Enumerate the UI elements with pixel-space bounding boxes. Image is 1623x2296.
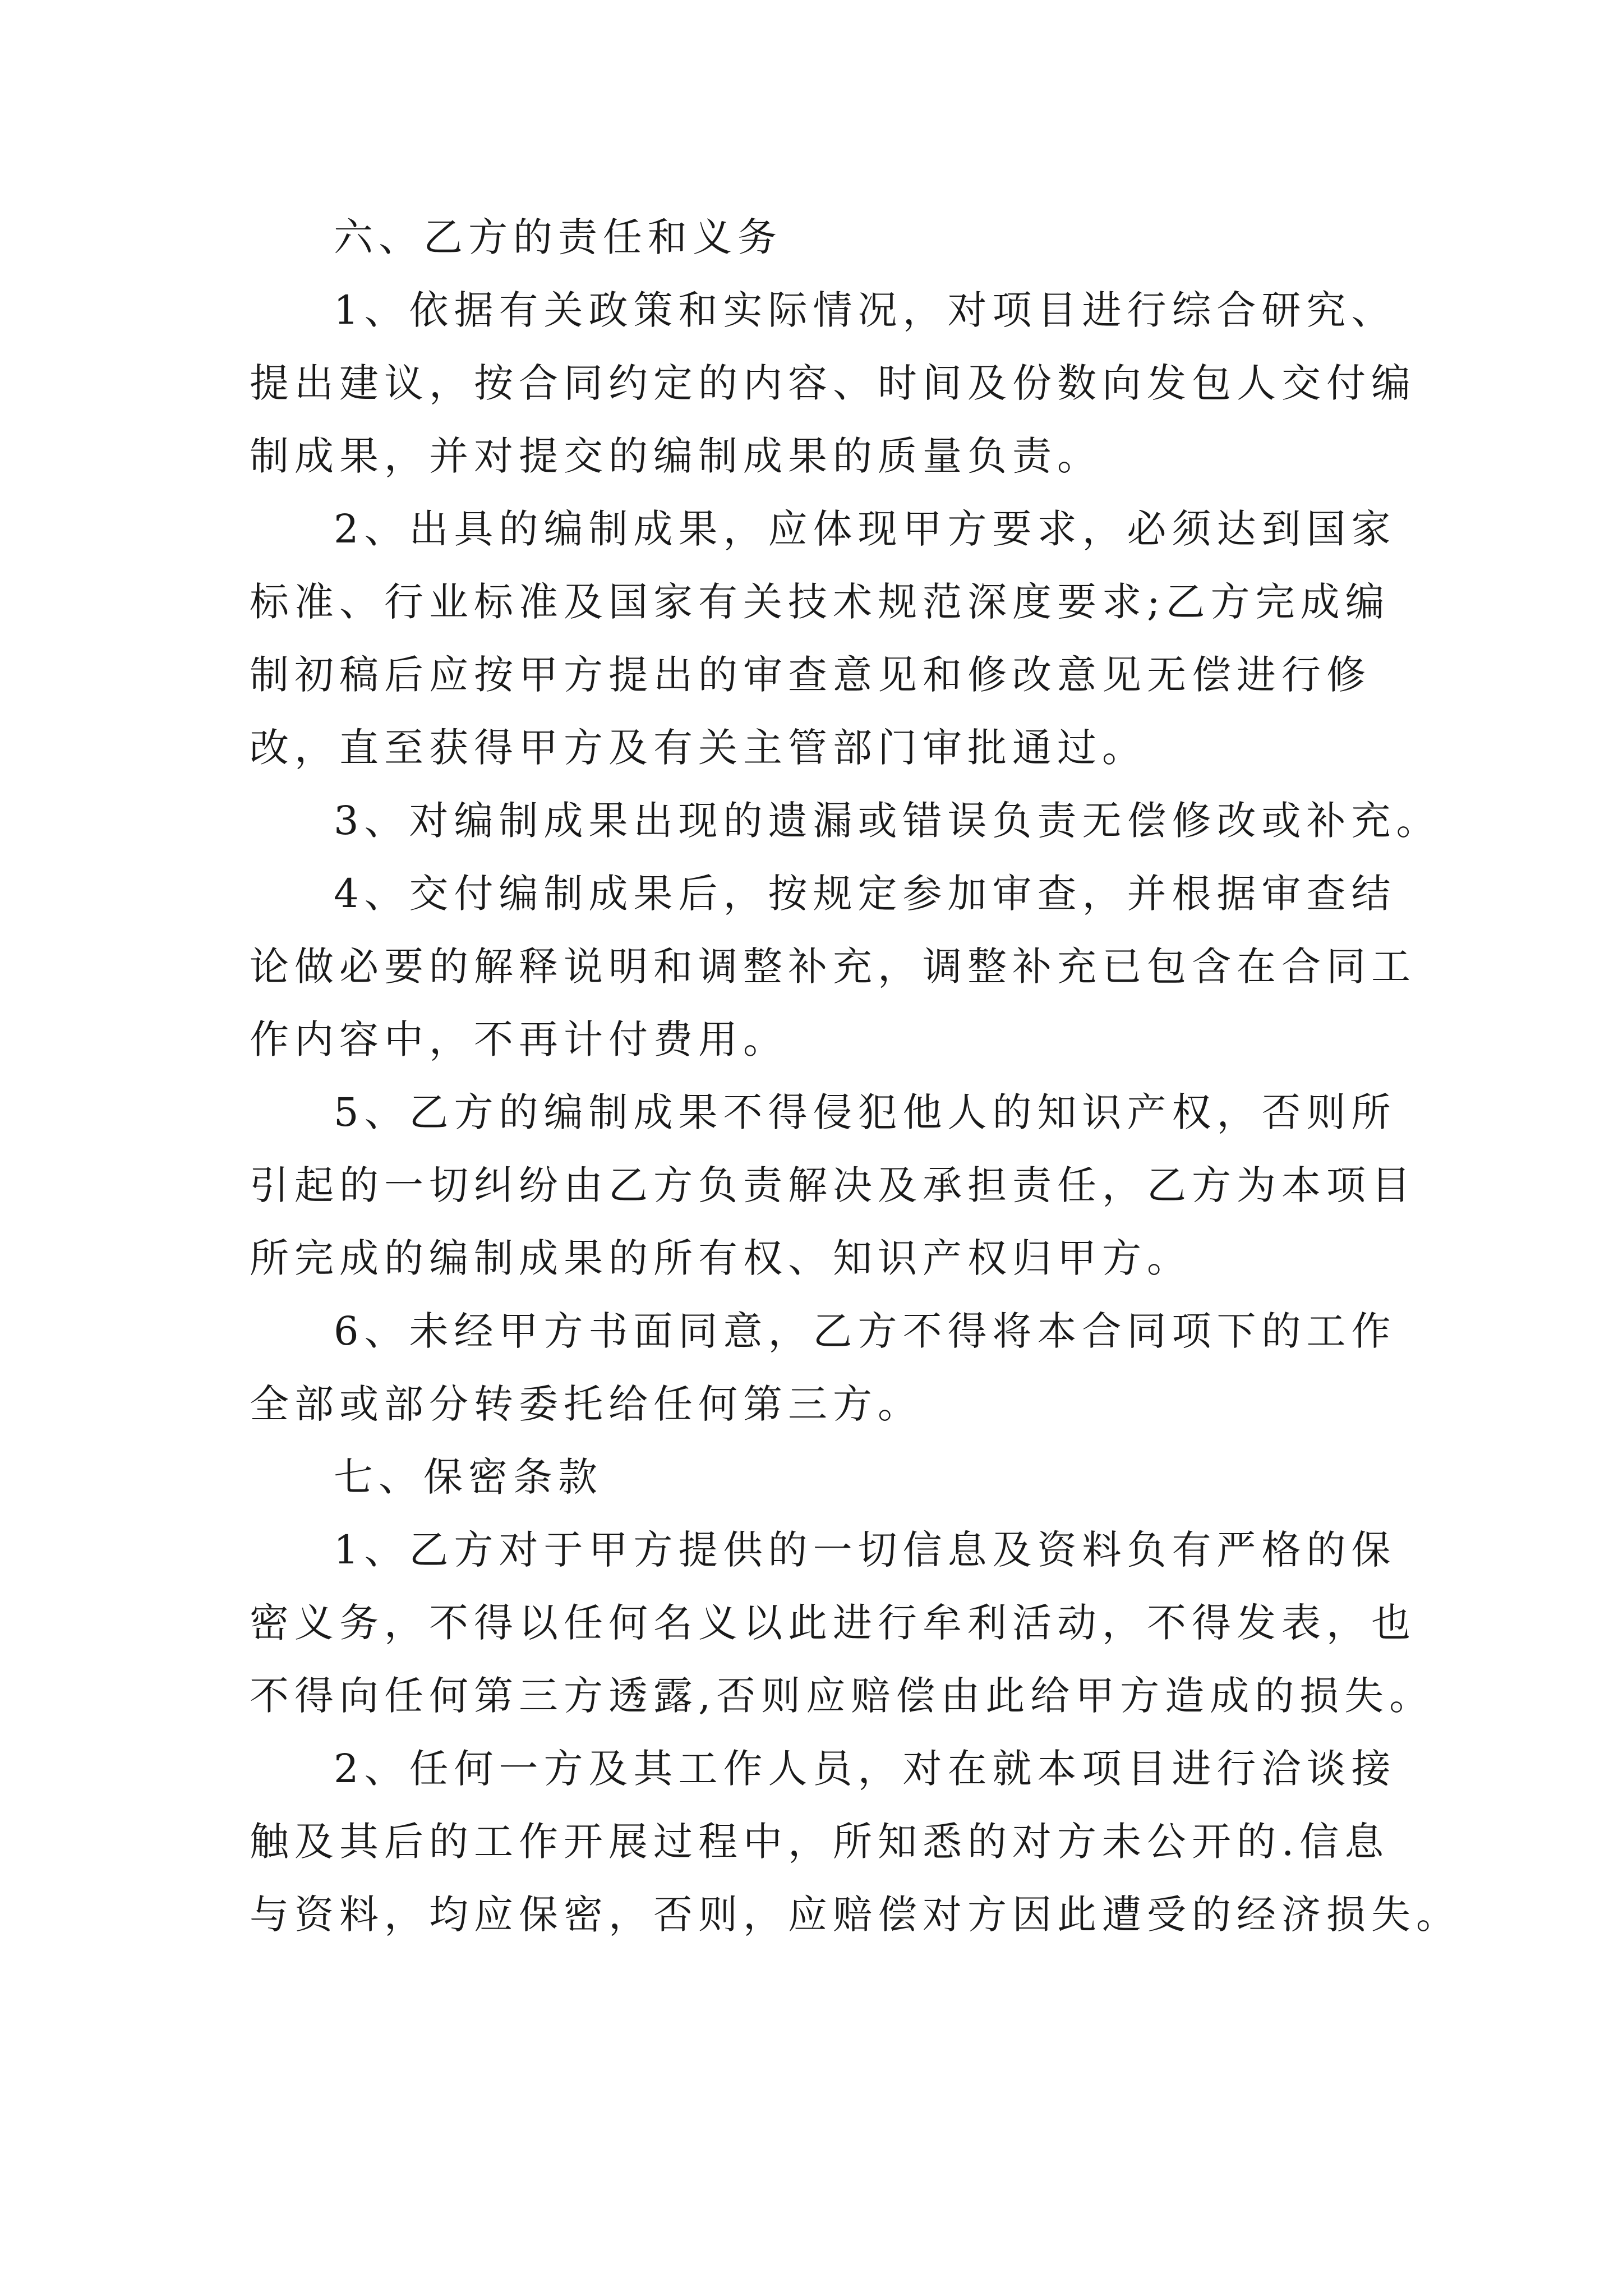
paragraph-line: 提出建议，按合同约定的内容、时间及份数向发包人交付编 xyxy=(250,360,1416,406)
section-heading-6: 六、乙方的责任和义务 xyxy=(334,214,782,260)
paragraph-line: 作内容中，不再计付费用。 xyxy=(250,1016,788,1062)
paragraph-line: 改，直至获得甲方及有关主管部门审批通过。 xyxy=(250,725,1147,771)
paragraph-line: 6、未经甲方书面同意，乙方不得将本合同项下的工作 xyxy=(334,1308,1396,1354)
paragraph-line: 制成果，并对提交的编制成果的质量负责。 xyxy=(250,433,1102,479)
paragraph-line: 1、乙方对于甲方提供的一切信息及资料负有严格的保 xyxy=(334,1527,1396,1573)
section-heading-7: 七、保密条款 xyxy=(334,1454,603,1500)
paragraph-line: 引起的一切纠纷由乙方负责解决及承担责任，乙方为本项目 xyxy=(250,1162,1416,1208)
paragraph-line: 2、任何一方及其工作人员，对在就本项目进行洽谈接 xyxy=(334,1746,1396,1792)
paragraph-line: 制初稿后应按甲方提出的审查意见和修改意见无偿进行修 xyxy=(250,652,1371,698)
paragraph-line: 与资料，均应保密，否则，应赔偿对方因此遭受的经济损失。 xyxy=(250,1892,1461,1938)
paragraph-line: 触及其后的工作开展过程中，所知悉的对方未公开的.信息 xyxy=(250,1819,1390,1865)
paragraph-line: 标准、行业标准及国家有关技术规范深度要求;乙方完成编 xyxy=(250,579,1390,625)
paragraph-line: 2、出具的编制成果，应体现甲方要求，必须达到国家 xyxy=(334,506,1396,552)
paragraph-line: 1、依据有关政策和实际情况，对项目进行综合研究、 xyxy=(334,287,1396,333)
paragraph-line: 4、交付编制成果后，按规定参加审查，并根据审查结 xyxy=(334,871,1396,917)
paragraph-line: 全部或部分转委托给任何第三方。 xyxy=(250,1381,923,1427)
paragraph-line: 不得向任何第三方透露,否则应赔偿由此给甲方造成的损失。 xyxy=(250,1673,1435,1719)
paragraph-line: 5、乙方的编制成果不得侵犯他人的知识产权，否则所 xyxy=(334,1089,1396,1135)
document-body xyxy=(250,213,1461,1963)
paragraph-line: 密义务，不得以任何名义以此进行牟利活动，不得发表，也 xyxy=(250,1600,1416,1646)
paragraph-line: 3、对编制成果出现的遗漏或错误负责无偿修改或补充。 xyxy=(334,798,1441,844)
paragraph-line: 论做必要的解释说明和调整补充，调整补充已包含在合同工 xyxy=(250,944,1416,990)
paragraph-line: 所完成的编制成果的所有权、知识产权归甲方。 xyxy=(250,1235,1192,1281)
